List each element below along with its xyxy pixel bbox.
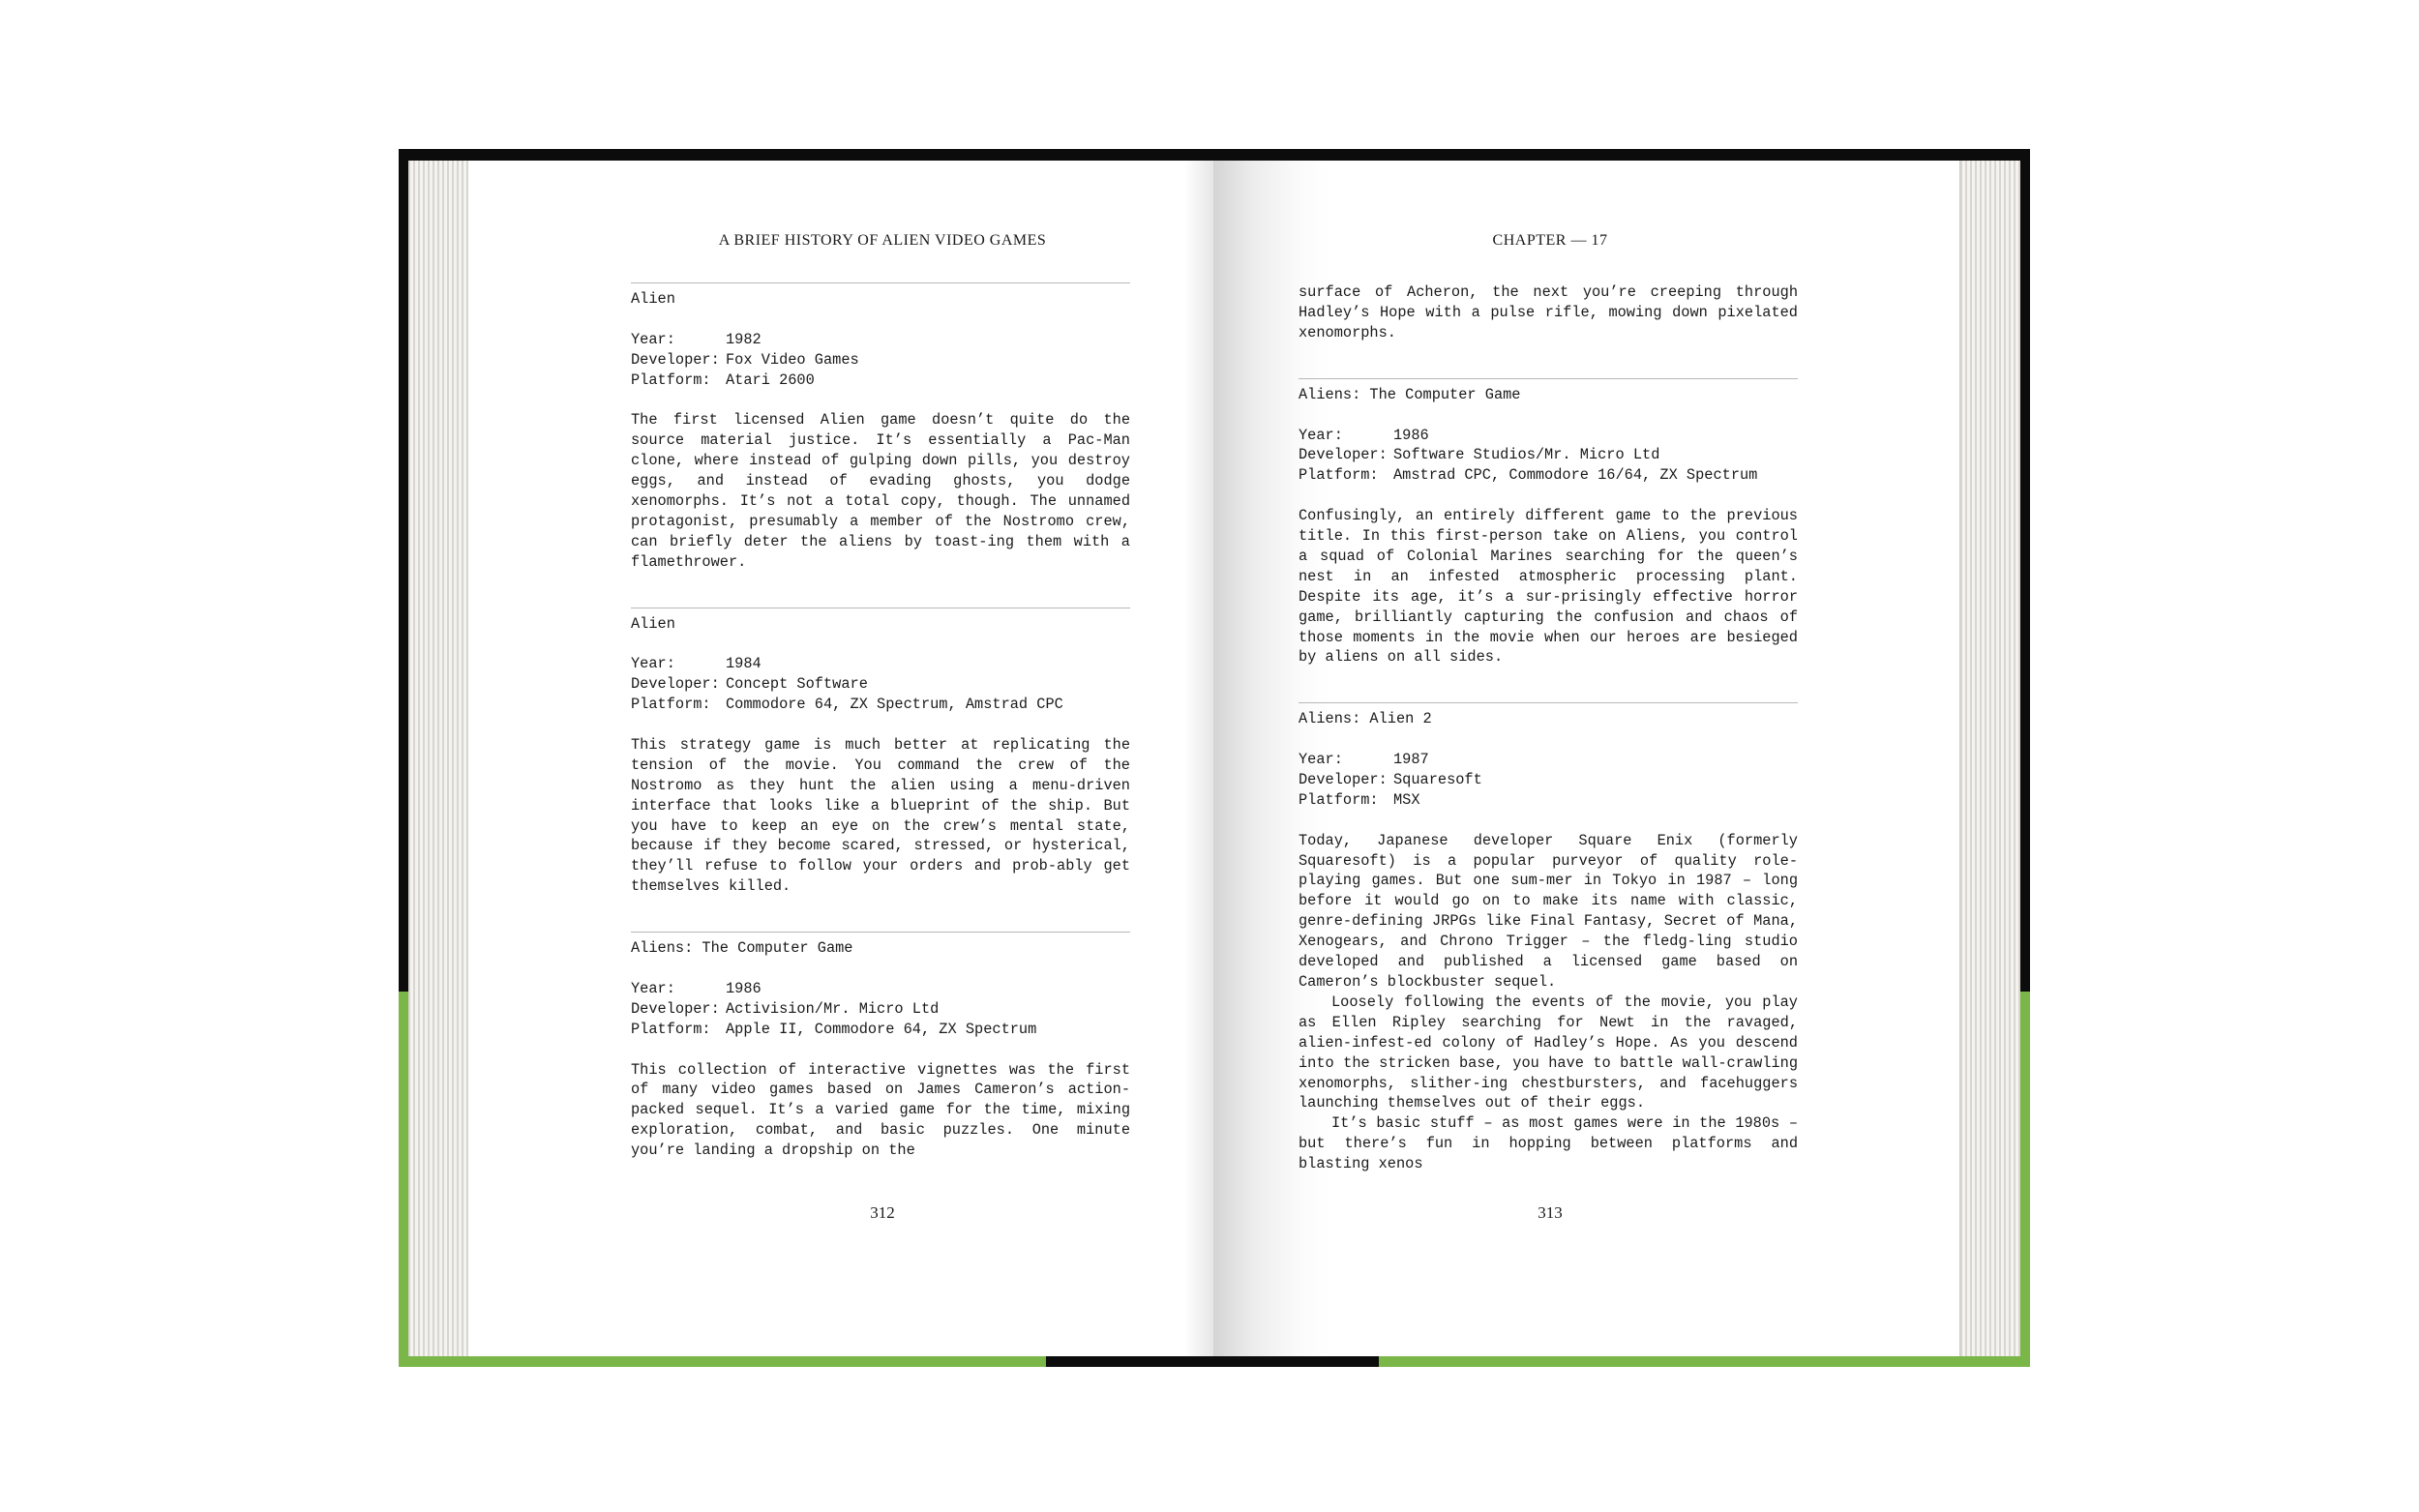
running-head: A BRIEF HISTORY OF ALIEN VIDEO GAMES (718, 232, 1047, 249)
meta-year (1299, 426, 1798, 446)
meta-year (631, 330, 1130, 350)
meta-value: Concept Software (726, 675, 868, 694)
meta-platform (631, 1020, 1130, 1040)
entry-divider (631, 282, 1130, 283)
meta-year (631, 979, 1130, 999)
meta-developer (631, 674, 1130, 695)
game-description: This strategy game is much better at replicating the tension of the movie. You command the crew of the Nostromo as they hunt the alien using a menu-driven interface that looks like a blueprint of the ship. But you have to keep an eye on the crew’s mental state, because if they become scared, stressed, or hysterical, they’ll refuse to follow your orders and prob-ably get themselves killed. (631, 735, 1130, 896)
meta-value: Atari 2600 (726, 371, 815, 389)
game-title: Aliens: The Computer Game (631, 939, 853, 958)
game-entry (631, 938, 1130, 1161)
page-number: 313 (1538, 1203, 1563, 1222)
meta-label: Developer: (631, 675, 720, 694)
game-description: This collection of interactive vignettes was the first of many video games based on James Cameron’s action-packed sequel. It’s a varied game for the time, mixing exploration, combat, and basic puzzles. One minute you’re landing a dropship on the (631, 1060, 1130, 1160)
meta-value: Apple II, Commodore 64, ZX Spectrum (726, 1020, 1037, 1038)
meta-label: Platform: (631, 1020, 711, 1038)
game-title: Aliens: The Computer Game (1299, 385, 1521, 403)
game-description-paragraph: It’s basic stuff – as most games were in the 1980s – but there’s fun in hopping between platforms and blasting xenos (1299, 1114, 1798, 1173)
meta-label: Platform: (1299, 466, 1379, 485)
meta-value: Amstrad CPC, Commodore 16/64, ZX Spectrum (1393, 466, 1758, 485)
game-title: Aliens: Alien 2 (1299, 710, 1432, 728)
meta-label: Platform: (631, 371, 711, 389)
meta-developer (1299, 770, 1798, 790)
game-title: Alien (631, 614, 675, 633)
meta-value: 1986 (726, 979, 762, 997)
running-head: CHAPTER — 17 (1492, 232, 1608, 249)
meta-developer (1299, 445, 1798, 465)
meta-label: Developer: (631, 999, 720, 1018)
meta-value: Activision/Mr. Micro Ltd (726, 999, 940, 1018)
meta-label: Year: (1299, 426, 1343, 444)
meta-value: Commodore 64, ZX Spectrum, Amstrad CPC (726, 696, 1063, 714)
meta-value: 1987 (1393, 751, 1429, 769)
meta-label: Developer: (1299, 770, 1388, 788)
page-number: 312 (870, 1203, 895, 1222)
page-edges-right (1959, 161, 2020, 1356)
game-entry (631, 614, 1130, 898)
continued-text: surface of Acheron, the next you’re creeping through Hadley’s Hope with a pulse rifle, mowing down pixelated xenomorphs. (1299, 283, 1798, 341)
meta-value: 1982 (726, 330, 762, 348)
game-title: Alien (631, 290, 675, 308)
page-edges-left (408, 161, 469, 1356)
game-description: Today, Japanese developer Square Enix (formerly Squaresoft) is a popular purveyor of quality role-playing games. But one sum-mer in Tokyo in 1987 – long before it would go on to make its name with classic, genre-defining JRPGs like Final Fantasy, Secret of Mana, Xenogears, and Chrono Trigger – the fledg-ling studio developed and published a licensed game based on Cameron’s blockbuster sequel. (1299, 831, 1798, 991)
meta-value: 1986 (1393, 426, 1429, 444)
game-description: The first licensed Alien game doesn’t quite do the source material justice. It’s essentially a Pac-Man clone, where instead of gulping down pills, you destroy eggs, and instead of evading ghosts, you dodge xenomorphs. It’s not a total copy, though. The unnamed protagonist, presumably a member of the Nostromo crew, can briefly deter the aliens by toast-ing them with a flamethrower. (631, 411, 1130, 571)
meta-label: Platform: (1299, 790, 1379, 809)
meta-label: Year: (1299, 751, 1343, 769)
meta-platform (631, 371, 1130, 391)
meta-value: Fox Video Games (726, 350, 859, 369)
meta-platform (631, 695, 1130, 715)
meta-developer (631, 350, 1130, 371)
meta-year (1299, 750, 1798, 770)
game-description: Confusingly, an entirely different game to the previous title. In this first-person take on Aliens, you control a squad of Colonial Marines searching for the queen’s nest in an infested atmospheric processing plant. Despite its age, it’s a sur-prisingly effective horror game, brilliantly capturing the confusion and chaos of those moments in the movie when our heroes are besieged by aliens on all sides. (1299, 507, 1798, 667)
meta-label: Year: (631, 330, 675, 348)
meta-value: Squaresoft (1393, 770, 1482, 788)
game-description-paragraph: Loosely following the events of the movie, you play as Ellen Ripley searching for Newt in the ravaged, alien-infest-ed colony of Hadley’s Hope. As you descend into the stricken base, you have to battle wall-crawling xenomorphs, slither-ing chestbursters, and facehuggers launching themselves out of their eggs. (1299, 993, 1798, 1112)
meta-label: Platform: (631, 696, 711, 714)
page-body (1299, 282, 1798, 1174)
game-entry (631, 289, 1130, 573)
entry-divider (1299, 702, 1798, 703)
meta-label: Developer: (631, 350, 720, 369)
meta-label: Year: (631, 655, 675, 673)
meta-value: 1984 (726, 655, 762, 673)
meta-year (631, 654, 1130, 674)
meta-value: Software Studios/Mr. Micro Ltd (1393, 446, 1660, 464)
meta-platform (1299, 790, 1798, 811)
page-body (631, 282, 1130, 1161)
left-page (468, 161, 1213, 1356)
meta-developer (631, 999, 1130, 1020)
game-entry (1299, 709, 1798, 1174)
game-entry (1299, 385, 1798, 668)
entry-divider (631, 932, 1130, 933)
meta-label: Year: (631, 979, 675, 997)
meta-label: Developer: (1299, 446, 1388, 464)
meta-value: MSX (1393, 790, 1420, 809)
entry-divider (1299, 378, 1798, 379)
meta-platform (1299, 465, 1798, 486)
right-page (1213, 161, 1959, 1356)
